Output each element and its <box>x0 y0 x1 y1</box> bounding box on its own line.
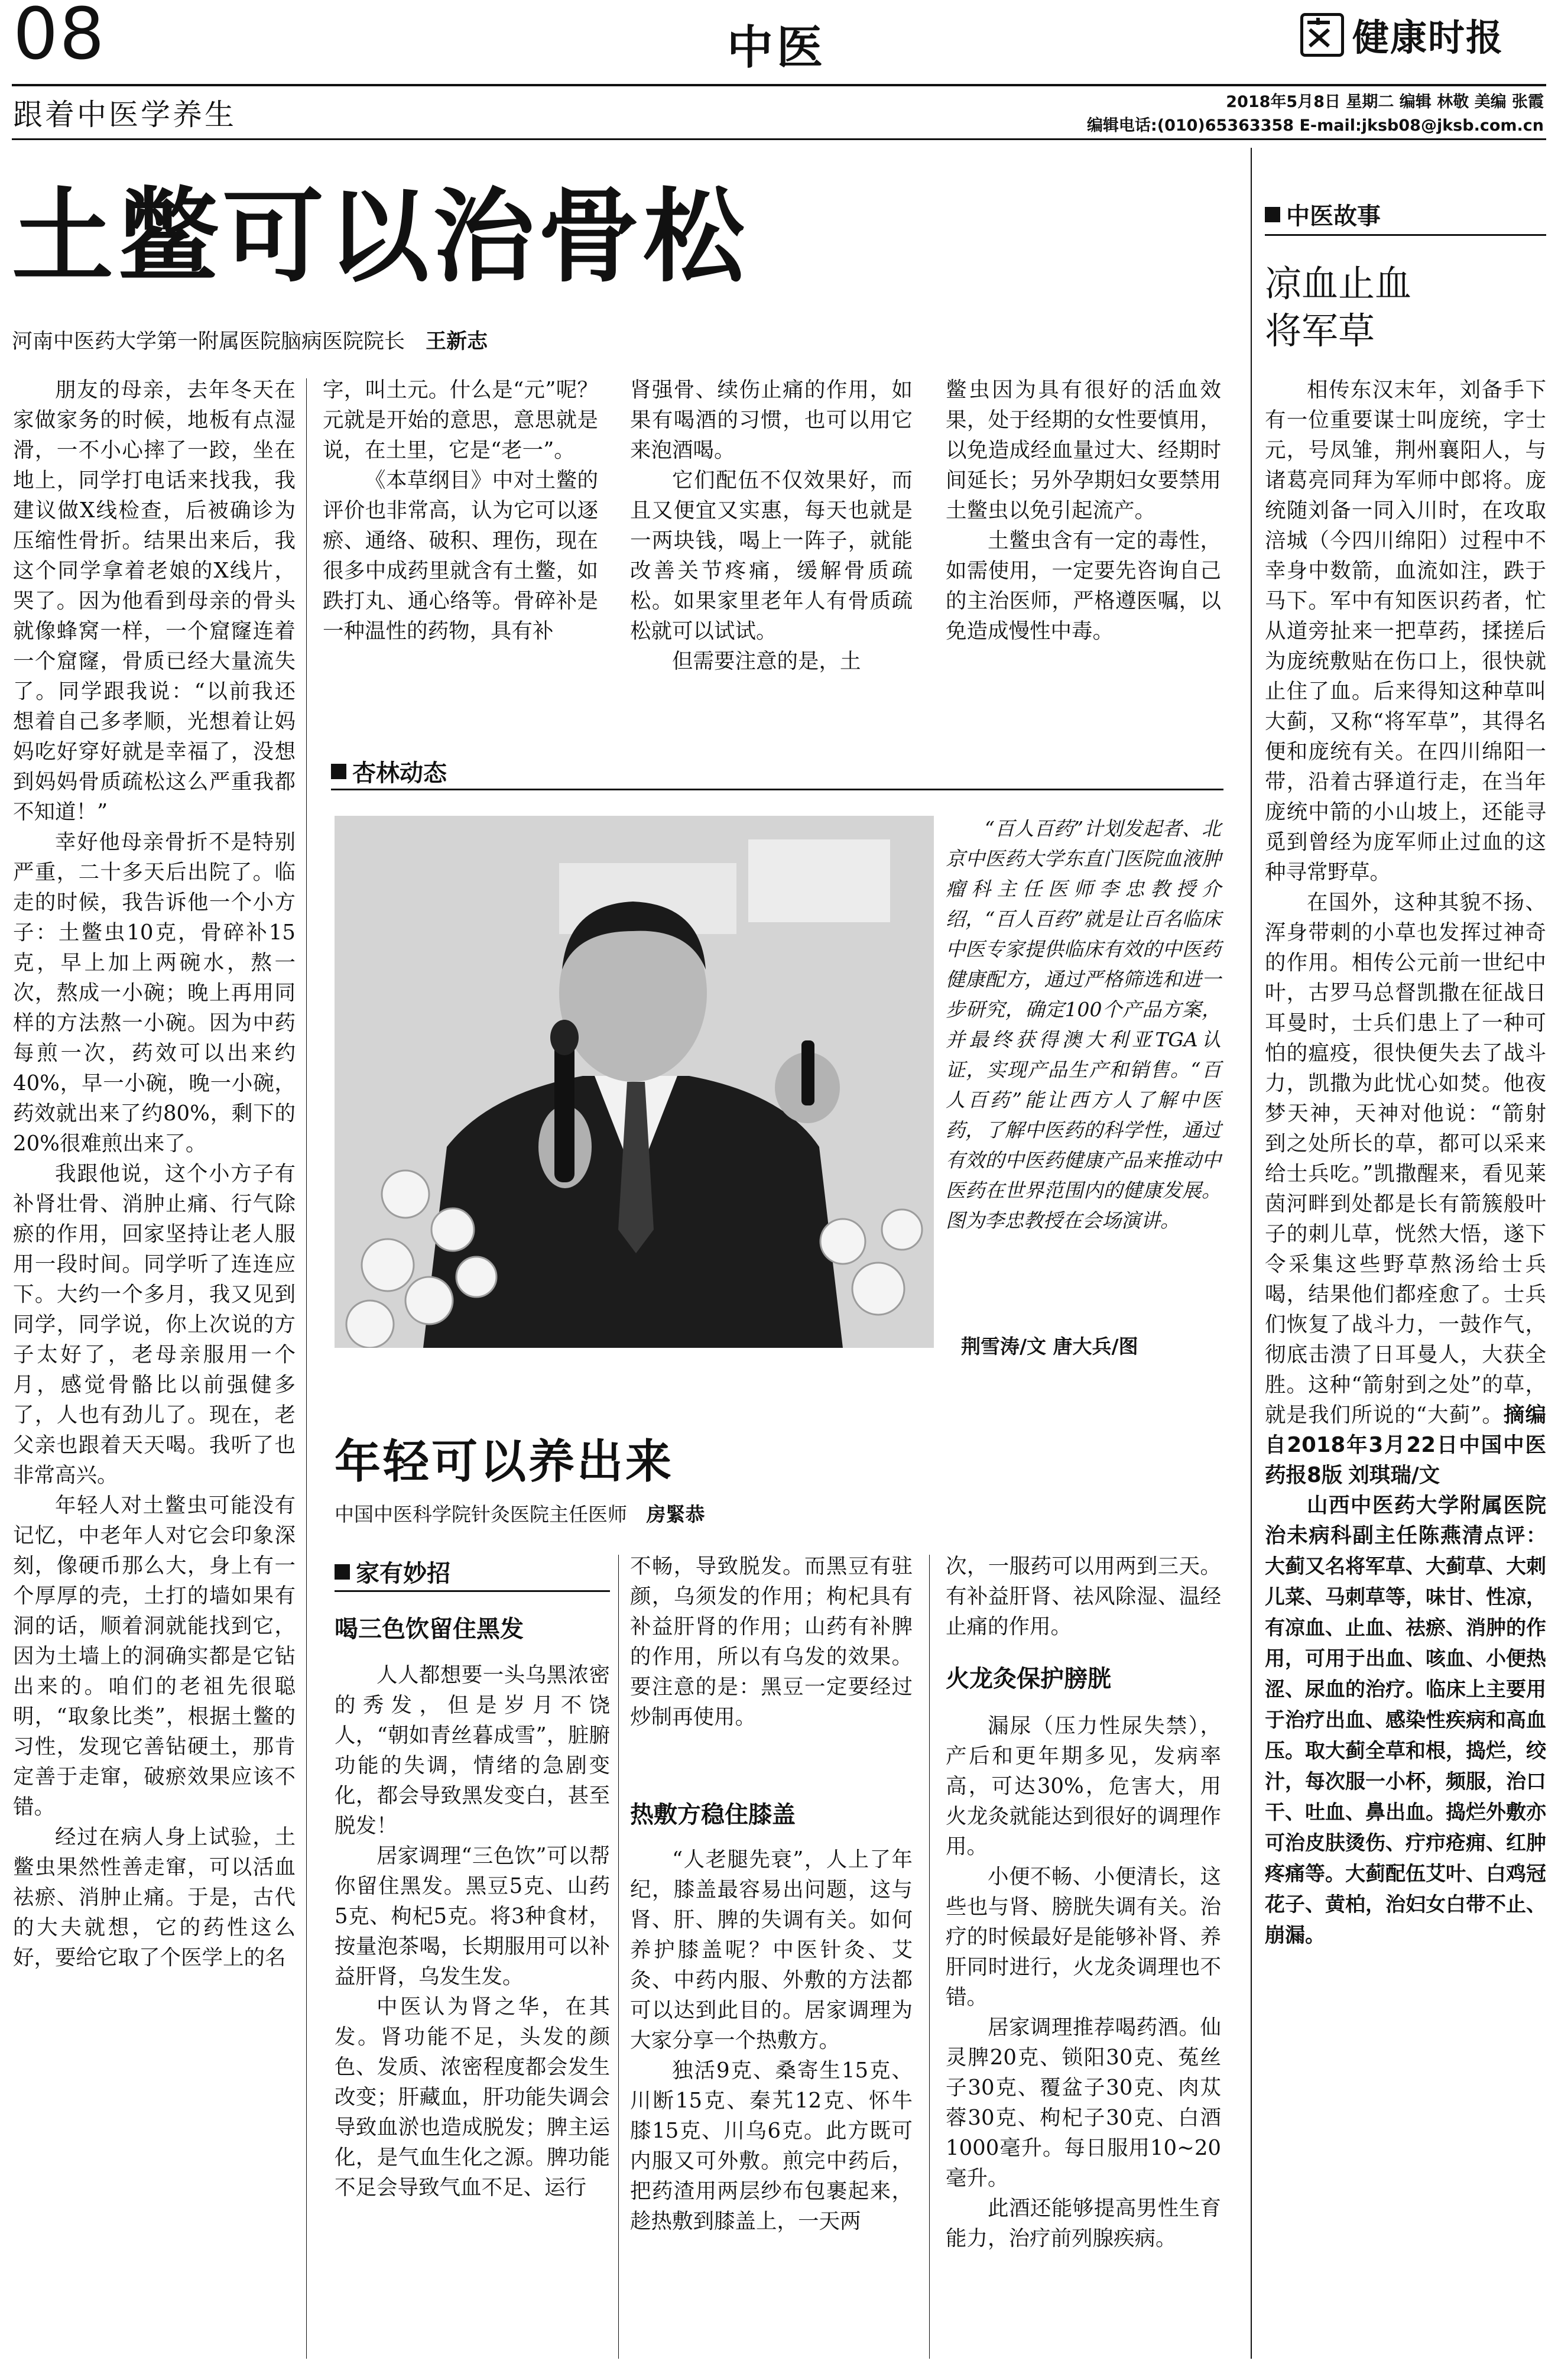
paragraph: 字，叫土元。什么是“元”呢？元就是开始的意思，意思就是说，在土里，它是“老一”。 <box>323 378 598 462</box>
logo-mark-icon <box>1300 13 1344 57</box>
paragraph: 土鳖虫含有一定的毒性，如需使用，一定要先咨询自己的主治医师，严格遵医嘱，以免造成慢性中毒。 <box>946 528 1221 643</box>
paragraph-text: 在国外，这种其貌不扬、浑身带刺的小草也发挥过神奇的作用。相传公元前一世纪中叶，古罗马总督凯撒在征战日耳曼时，士兵们患上了一种可怕的瘟疫，很快便失去了战斗力，凯撒为此忧心如焚。他夜梦天神，天神对他说：“箭射到之处所长的草，都可以采来给士兵吃。”凯撒醒来，看见莱茵河畔到处都是长有箭簇般叶子的刺儿草，恍然大悟，遂下令采集这些野草熬汤给士兵喝，结果他们都痊愈了。士兵们恢复了战斗力，一鼓作气，彻底击溃了日耳曼人，大获全胜。这种“箭射到之处”的草，就是我们所说的“大蓟”。 <box>1265 890 1546 1427</box>
paragraph: 次，一服药可以用两到三天。有补益肝肾、祛风除湿、温经止痛的作用。 <box>946 1554 1221 1639</box>
main-col-4 <box>946 375 1221 732</box>
subhead-black-hair: 喝三色饮留住黑发 <box>335 1616 524 1643</box>
sidebar-author: 刘琪瑞/文 <box>1348 1463 1440 1487</box>
sidebar-title-line2: 将军草 <box>1265 309 1375 352</box>
col-divider <box>618 1555 619 2359</box>
square-bullet-icon <box>1265 207 1280 222</box>
byline-org: 中国中医科学院针灸医院主任医师 <box>335 1503 627 1526</box>
second-col-2 <box>630 1551 913 1788</box>
paragraph: 居家调理“三色饮”可以帮你留住黑发。黑豆5克、山药5克、枸杞5克。将3种食材，按量泡茶喝，长期服用可以补益肝肾，乌发生发。 <box>335 1844 610 1989</box>
second-byline <box>335 1499 705 1527</box>
byline-author: 王新志 <box>426 330 488 354</box>
paragraph: 肾强骨、续伤止痛的作用，如果有喝酒的习惯，也可以用它来泡酒喝。 <box>630 378 913 462</box>
main-byline <box>12 325 488 355</box>
commentary-text: 点评：大蓟又名将军草、大蓟草、大刺儿菜、马刺草等，味甘、性凉，有凉血、止血、祛瘀、消肿的作用，可用于出血、咳血、小便热涩、尿血的治疗。临床上主要用于治疗出血、感染性疾病和高血压。取大蓟全草和根，捣烂，绞汁，每次服一小杯，频服，治口干、吐血、鼻出血。捣烂外敷亦可治皮肤烫伤、疔疖疮痈、红肿疼痛等。大蓟配伍艾叶、白鸡冠花子、黄柏，治妇女白带不止、崩漏。 <box>1265 1524 1546 1947</box>
paragraph <box>1265 887 1546 1490</box>
paper-logo <box>1300 8 1504 61</box>
sidebar-header <box>1265 197 1381 231</box>
paragraph: 年轻人对土鳖虫可能没有记忆，中老年人对它会印象深刻，像硬币那么大，身上有一个厚厚的壳，土打的墙如果有洞的话，顺着洞就能找到它，因为土墙上的洞确实都是它钻出来的。咱们的老祖先很聪明，“取象比类”，根据土鳖的习性，发现它善钻硬土，那肯定善于走窜，破瘀效果应该不错。 <box>13 1493 296 1819</box>
square-bullet-icon <box>335 1564 350 1580</box>
sidebar-rule <box>1265 234 1546 236</box>
contact-line: 编辑电话:(010)65363358 E-mail:jksb08@jksb.com.cn <box>1086 116 1544 135</box>
main-col-3 <box>630 375 913 732</box>
subhead-bladder: 火龙灸保护膀胱 <box>946 1665 1111 1692</box>
paragraph: “人老腿先衰”，人上了年纪，膝盖最容易出问题，这与肾、肝、脾的失调有关。如何养护膝盖呢？中医针灸、艾灸、中药内服、外敷的方法都可以达到此目的。居家调理为大家分享一个热敷方。 <box>630 1847 913 2052</box>
paragraph: 但需要注意的是，土 <box>672 649 861 673</box>
tips-header <box>335 1555 450 1588</box>
sidebar-body <box>1265 375 1546 2361</box>
xinglin-header-label: 杏林动态 <box>352 760 447 787</box>
paragraph: 它们配伍不仅效果好，而且又便宜又实惠，每天也就是一两块钱，喝上一阵子，就能改善关节疼痛，缓解骨质疏松。如果家里老年人有骨质疏松就可以试试。 <box>630 468 913 643</box>
paragraph: 经过在病人身上试验，土鳖虫果然性善走窜，可以活血祛瘀、消肿止痛。于是，古代的大夫就想，它的药性这么好，要给它取了个医学上的名 <box>13 1825 296 1970</box>
second-headline: 年轻可以养出来 <box>335 1435 674 1489</box>
xinglin-caption: “百人百药”计划发起者、北京中医药大学东直门医院血液肿瘤科主任医师李忠教授介绍，“百人百药”就是让百名临床中医专家提供临床有效的中医药健康配方，通过严格筛选和进一步研究，确定100个产品方案，并最终获得澳大利亚TGA认证，实现产品生产和销售。“百人百药”能让西方人了解中医药，了解中医药的科学性，通过有效的中医药健康产品来推动中医药在世界范围内的健康发展。图为李忠教授在会场演讲。 <box>946 817 1221 1232</box>
paragraph: 人人都想要一头乌黑浓密的秀发，但是岁月不饶人，“朝如青丝暮成雪”，脏腑功能的失调，情绪的急剧变化，都会导致黑发变白，甚至脱发！ <box>335 1663 610 1838</box>
xinglin-header <box>331 754 447 788</box>
paragraph: 居家调理推荐喝药酒。仙灵脾20克、锁阳30克、菟丝子30克、覆盆子30克、肉苁蓉30克、枸杞子30克、白酒1000毫升。每日服用10~20毫升。 <box>946 2015 1221 2190</box>
tips-rule <box>335 1590 610 1592</box>
main-col-1 <box>13 375 296 2361</box>
paragraph: 漏尿（压力性尿失禁），产后和更年期多见，发病率高，可达30%，危害大，用火龙灸就能达到很好的调理作用。 <box>946 1714 1221 1859</box>
commentary <box>1265 1490 1546 1951</box>
col-divider <box>306 378 307 2359</box>
page-number: 08 <box>13 0 106 76</box>
paragraph: 我跟他说，这个小方子有补肾壮骨、消肿止痛、行气除瘀的作用，回家坚持让老人服用一段时间。同学听了连连应下。大约一个多月，我又见到同学，同学说，你上次说的方子太好了，老母亲服用一个月，感觉骨骼比以前强健多了，人也有劲儿了。现在，老父亲也跟着天天喝。我听了也非常高兴。 <box>13 1162 296 1487</box>
paragraph: 《本草纲目》中对土鳖的评价也非常高，认为它可以逐瘀、通络、破积、理伤，现在很多中成药里就含有土鳖，如跌打丸、通心络等。骨碎补是一种温性的药物，具有补 <box>323 468 598 643</box>
main-col-2 <box>323 375 598 732</box>
masthead-rule-lower <box>12 138 1546 140</box>
sidebar-header-label: 中医故事 <box>1286 203 1381 230</box>
masthead-rule <box>12 84 1546 86</box>
sidebar-title <box>1265 260 1411 355</box>
section-title: 中医 <box>727 21 827 74</box>
xinglin-credit: 荆雪涛/文 唐大兵/图 <box>961 1335 1138 1358</box>
square-bullet-icon <box>331 764 346 779</box>
news-photo <box>335 816 934 1348</box>
tips-header-label: 家有妙招 <box>356 1560 450 1587</box>
sidebar-divider <box>1251 148 1252 2359</box>
paragraph: 小便不畅、小便清长，这些也与肾、膀胱失调有关。治疗的时候最好是能够补肾、养肝同时进行，火龙灸调理也不错。 <box>946 1865 1221 2009</box>
xinglin-rule <box>331 789 1223 790</box>
paragraph: 独活9克、桑寄生15克、川断15克、秦艽12克、怀牛膝15克、川乌6克。此方既可内服又可外敷。煎完中药后，把药渣用两层纱布包裹起来，趁热敷到膝盖上，一天两 <box>630 2058 913 2233</box>
subhead-knee: 热敷方稳住膝盖 <box>630 1801 796 1828</box>
byline-author: 房緊恭 <box>646 1503 705 1526</box>
second-col-1 <box>335 1660 610 2363</box>
byline-org: 河南中医药大学第一附属医院脑病医院院长 <box>12 330 405 354</box>
second-col-3 <box>946 1551 1221 1646</box>
paragraph: 朋友的母亲，去年冬天在家做家务的时候，地板有点湿滑，一不小心摔了一跤，坐在地上，同学打电话来找我，我建议做X线检查，后被确诊为压缩性骨折。结果出来后，我这个同学拿着老娘的X线片，哭了。因为他看到母亲的骨头就像蜂窝一样，一个窟窿连着一个窟窿，骨质已经大量流失了。同学跟我说：“以前我还想着自己多孝顺，光想着让妈妈吃好穿好就是幸福了，没想到妈妈骨质疏松这么严重我都不知道！” <box>13 378 296 824</box>
paragraph: 鳖虫因为具有很好的活血效果，处于经期的女性要慎用，以免造成经血量过大、经期时间延长；另外孕期妇女要禁用土鳖虫以免引起流产。 <box>946 378 1221 523</box>
paragraph: 中医认为肾之华，在其发。肾功能不足，头发的颜色、发质、浓密程度都会发生改变；肝藏血，肝功能失调会导致血淤也造成脱发；脾主运化，是气血生化之源。脾功能不足会导致气血不足、运行 <box>335 1995 610 2200</box>
column-name: 跟着中医学养生 <box>13 98 236 132</box>
date-editors: 2018年5月8日 星期二 编辑 林敬 美编 张霞 <box>1226 93 1544 111</box>
source-note: 摘编自2018年3月22日中国中医药报8版 <box>1265 1403 1546 1487</box>
paragraph: 幸好他母亲骨折不是特别严重，二十多天后出院了。临走的时候，我告诉他一个小方子：土鳖虫10克，骨碎补15克，早上加上两碗水，熬一次，熬成一小碗；晚上再用同样的方法熬一小碗。因为中药每煎一次，药效可以出来约40%，早一小碗，晚一小碗，药效就出来了约80%，剩下的20%很难煎出来了。 <box>13 830 296 1156</box>
sidebar-title-line1: 凉血止血 <box>1265 262 1412 305</box>
speaker-illustration <box>335 816 934 1348</box>
paragraph: 不畅，导致脱发。而黑豆有驻颜，乌须发的作用；枸杞具有补益肝肾的作用；山药有补脾的作用，所以有乌发的效果。要注意的是：黑豆一定要经过炒制再使用。 <box>630 1554 913 1729</box>
commentator-name: 山西中医药大学附属医院治未病科副主任陈燕清 <box>1265 1493 1546 1548</box>
main-headline: 土鳖可以治骨松 <box>12 176 748 296</box>
second-col-2b <box>630 1844 913 2363</box>
paragraph: 相传东汉末年，刘备手下有一位重要谋士叫庞统，字士元，号凤雏，荆州襄阳人，与诸葛亮同拜为军师中郎将。庞统随刘备一同入川时，在攻取涪城（今四川绵阳）过程中不幸身中数箭，血流如注，跌于马下。军中有知医识药者，忙从道旁扯来一把草药，揉搓后为庞统敷贴在伤口上，很快就止住了血。后来得知这种草叫大蓟，又称“将军草”，其得名便和庞统有关。在四川绵阳一带，沿着古驿道行走，在当年庞统中箭的小山坡上，还能寻觅到曾经为庞军师止过血的这种寻常野草。 <box>1265 378 1546 884</box>
second-col-3b <box>946 1711 1221 2363</box>
paragraph: 此酒还能够提高男性生育能力，治疗前列腺疾病。 <box>946 2196 1221 2251</box>
col-divider <box>929 1555 930 2359</box>
paper-logo-text: 健康时报 <box>1352 16 1504 59</box>
